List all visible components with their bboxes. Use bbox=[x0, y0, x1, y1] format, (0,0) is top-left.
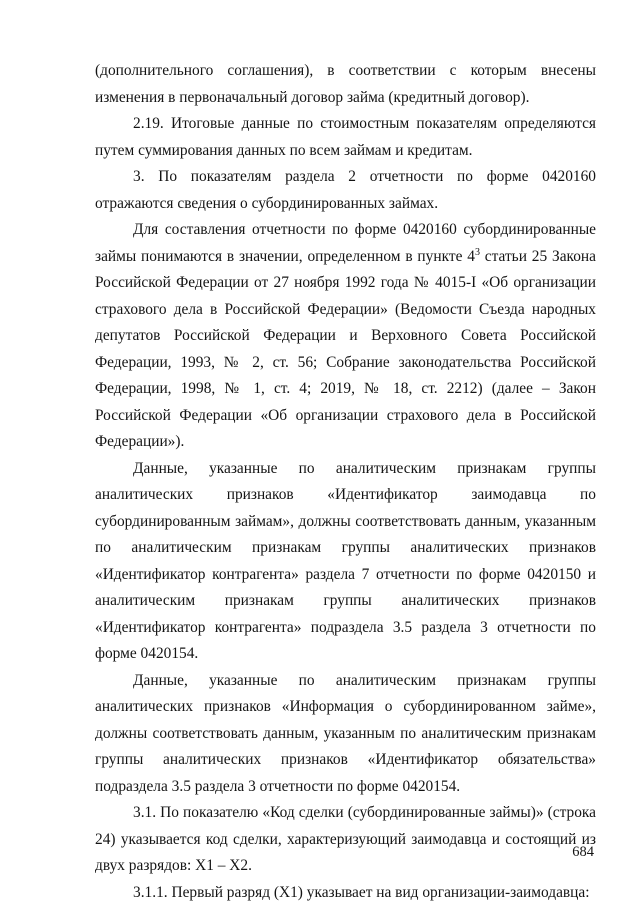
paragraph-text: статьи 25 Закона Российской Федерации от 27 ноября 1992 года № 4015-I «Об организации страхового дела в Российской Федерации» (Ведомости Съезда народных депутатов Российской Федерации и Верховного Совета Российской Федерации, 1993, № 2, ст. 56; Собрание законодательства Российской Федерации, 1998, № 1, ст. 4; 2019, № 18, ст. 2212) (далее – Закон Российской Федерации «Об организации страхового дела в Российской Федерации»). bbox=[95, 248, 596, 451]
footnote-superscript: 3 bbox=[475, 247, 480, 258]
paragraph: Данные, указанные по аналитическим признакам группы аналитических признаков «Идентификатор заимодавца по субординированным займам», должны соответствовать данным, указанным по аналитическим признакам группы аналитических признаков «Идентификатор контрагента» раздела 7 отчетности по форме 0420150 и аналитическим признакам группы аналитических признаков «Идентификатор контрагента» подраздела 3.5 раздела 3 отчетности по форме 0420154. bbox=[95, 456, 596, 668]
paragraph: 3.1.1. Первый разряд (X1) указывает на вид организации-заимодавца: bbox=[95, 880, 596, 906]
paragraph: 3.1. По показателю «Код сделки (субординированные займы)» (строка 24) указывается код сделки, характеризующий заимодавца и состоящий из двух разрядов: X1 – X2. bbox=[95, 800, 596, 880]
document-body bbox=[95, 58, 596, 906]
paragraph: (дополнительного соглашения), в соответствии с которым внесены изменения в первоначальный договор займа (кредитный договор). bbox=[95, 58, 596, 111]
paragraph: 3. По показателям раздела 2 отчетности по форме 0420160 отражаются сведения о субординированных займах. bbox=[95, 164, 596, 217]
paragraph: Данные, указанные по аналитическим признакам группы аналитических признаков «Информация о субординированном займе», должны соответствовать данным, указанным по аналитическим признакам группы аналитических признаков «Идентификатор обязательства» подраздела 3.5 раздела 3 отчетности по форме 0420154. bbox=[95, 668, 596, 801]
paragraph bbox=[95, 217, 596, 456]
paragraph-text: Для составления отчетности по форме 0420160 субординированные займы понимаются в значении, определенном в пункте 4 bbox=[95, 221, 596, 265]
paragraph: 2.19. Итоговые данные по стоимостным показателям определяются путем суммирования данных по всем займам и кредитам. bbox=[95, 111, 596, 164]
page-number: 684 bbox=[572, 842, 594, 862]
